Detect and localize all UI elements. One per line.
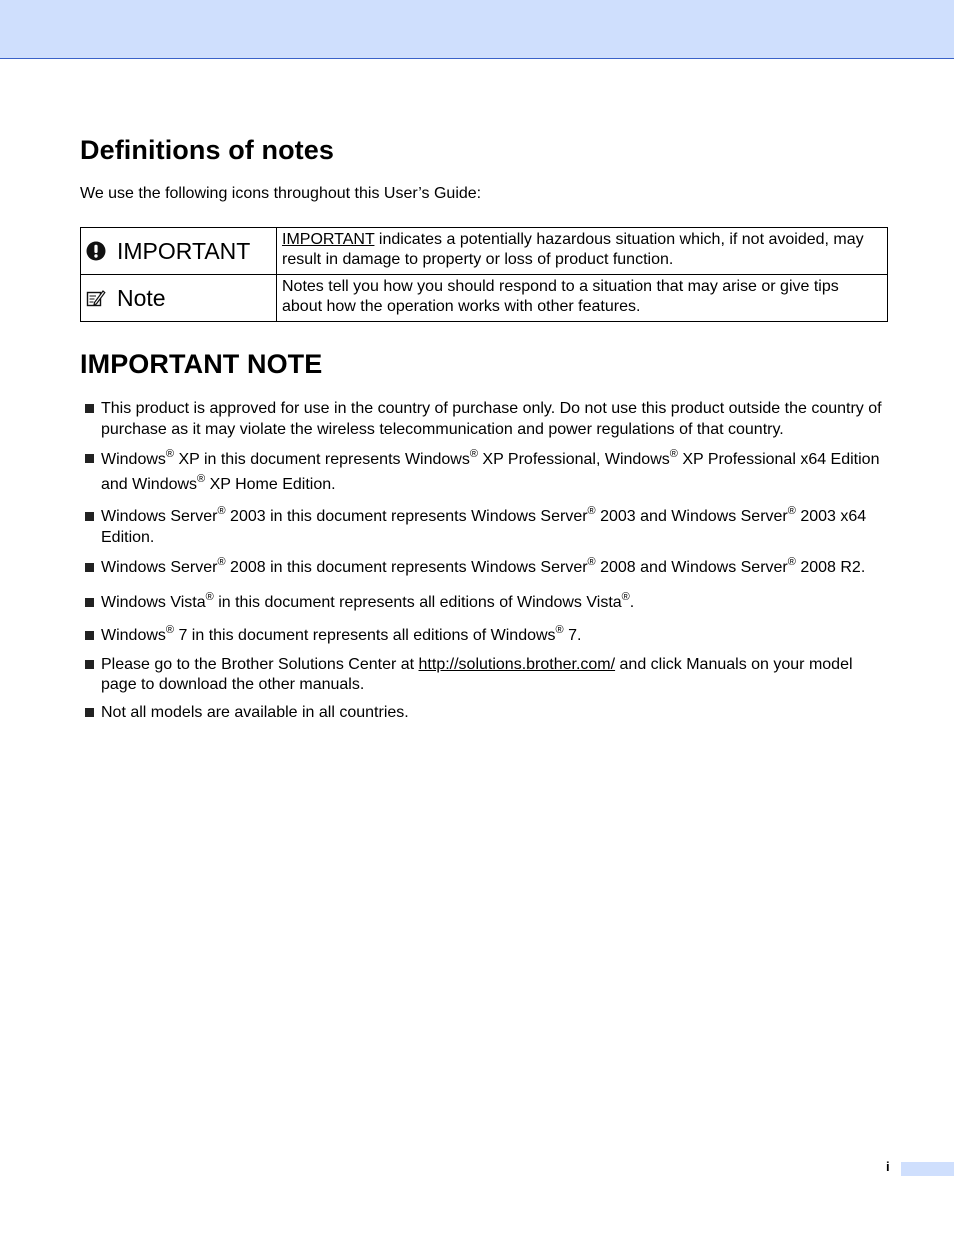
bullet-square-icon (85, 512, 94, 521)
important-note-list (80, 399, 890, 733)
note-description: Notes tell you how you should respond to a situation that may arise or give tips about how the operation works with other features. (282, 278, 839, 315)
registered-mark: ® (787, 505, 796, 517)
icon-cell (81, 228, 277, 275)
note-label: Note (117, 284, 166, 311)
intro-text: We use the following icons throughout this User’s Guide: (80, 185, 482, 202)
bullet-square-icon (85, 404, 94, 413)
registered-mark: ® (165, 448, 175, 460)
page-number: i (886, 1159, 890, 1174)
list-item: Windows® XP in this document represents Windows® XP Professional, Windows® XP Professional x64 Edition and Windows® XP Home Edition. (80, 447, 890, 497)
section-title-important-note: IMPORTANT NOTE (80, 349, 323, 379)
icon-cell (81, 275, 277, 322)
registered-mark: ® (587, 556, 596, 568)
list-item: Not all models are available in all countries. (80, 703, 890, 724)
registered-mark: ® (165, 624, 175, 636)
important-description: indicates a potentially hazardous situation which, if not avoided, may result in damage to property or loss of product function. (282, 231, 864, 268)
registered-mark: ® (669, 448, 678, 460)
list-item: Windows Server® 2008 in this document represents Windows Server® 2008 and Windows Server® 2008 R2. (80, 558, 890, 579)
bullet-square-icon (85, 708, 94, 717)
list-item: Windows® 7 in this document represents all editions of Windows® 7. (80, 626, 890, 647)
registered-mark: ® (469, 448, 478, 460)
notes-definition-table (80, 227, 888, 322)
bullet-square-icon (85, 454, 94, 463)
registered-mark: ® (555, 624, 564, 636)
registered-mark: ® (621, 590, 630, 603)
list-item: Windows Vista® in this document represents all editions of Windows Vista®. (80, 593, 890, 614)
bullet-square-icon (85, 563, 94, 572)
note-icon (86, 288, 106, 308)
registered-mark: ® (205, 590, 214, 603)
list-item: Please go to the Brother Solutions Center at http://solutions.brother.com/ and click Manuals on your model page to download the other manuals. (80, 655, 890, 696)
important-label: IMPORTANT (117, 237, 251, 264)
section-title-definitions: Definitions of notes (80, 135, 334, 165)
description-cell (277, 228, 888, 275)
header-band (0, 0, 954, 59)
registered-mark: ® (217, 556, 226, 568)
registered-mark: ® (197, 473, 206, 485)
list-item: Windows Server® 2003 in this document represents Windows Server® 2003 and Windows Server® 2003 x64 Edition. (80, 507, 890, 548)
table-row (81, 275, 888, 322)
solutions-center-link[interactable]: http://solutions.brother.com/ (418, 655, 616, 673)
bullet-square-icon (85, 660, 94, 669)
important-icon (86, 241, 106, 261)
bullet-square-icon (85, 598, 94, 607)
bullet-square-icon (85, 631, 94, 640)
registered-mark: ® (787, 556, 796, 568)
registered-mark: ® (587, 505, 596, 517)
table-row (81, 228, 888, 275)
registered-mark: ® (217, 505, 226, 517)
page-tab-marker (901, 1162, 954, 1176)
description-cell (277, 275, 888, 322)
list-item: This product is approved for use in the country of purchase only. Do not use this product outside the country of purchase as it may violate the wireless telecommunication and power regulations of that country. (80, 399, 890, 440)
important-term: IMPORTANT (282, 231, 375, 248)
